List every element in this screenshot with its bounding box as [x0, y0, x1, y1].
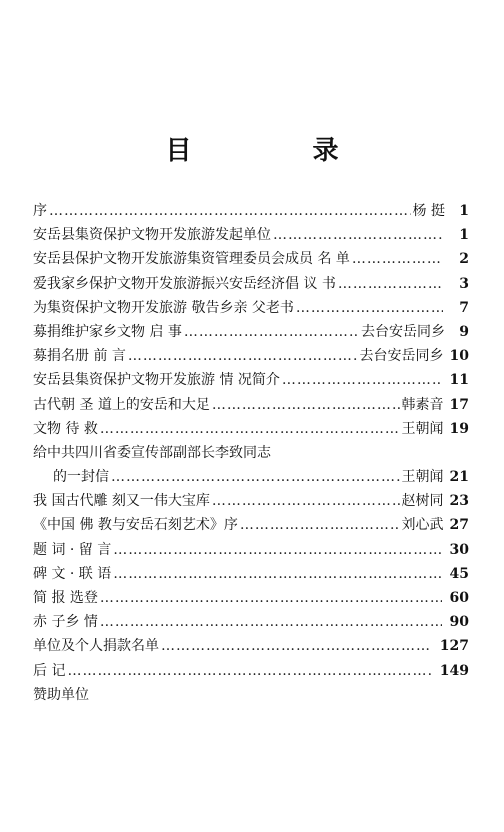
toc-entry	[33, 345, 469, 369]
toc-entry-page: 149	[439, 662, 469, 679]
leader-dots	[111, 469, 400, 485]
leader-dots	[273, 227, 443, 243]
toc-entry-page: 1	[459, 203, 469, 219]
leader-dots	[212, 493, 400, 509]
toc-entry-page: 23	[449, 493, 469, 510]
toc-entry-title: 为集资保护文物开发旅游 敬告乡亲 父老书	[33, 299, 294, 316]
toc-entry	[33, 321, 469, 345]
toc-entry-page: 90	[449, 614, 469, 631]
toc-entry	[33, 442, 469, 466]
toc-entry-page: 27	[449, 517, 469, 534]
toc-entry-page: 9	[459, 323, 469, 340]
toc-entry-title: 安岳县集资保护文物开发旅游发起单位	[33, 227, 271, 244]
toc-entry-author: 赵树同	[401, 493, 444, 510]
leader-dots	[296, 300, 443, 316]
leader-dots	[338, 276, 443, 292]
toc-entry-page: 7	[459, 299, 469, 316]
toc-entry-page: 1	[459, 227, 469, 244]
toc-entry-author: 王朝闻	[401, 469, 444, 486]
toc-entry	[33, 490, 469, 514]
toc-entry-title: 古代朝 圣 道上的安岳和大足	[33, 396, 210, 413]
toc-entry-title: 题 词 · 留 言	[33, 541, 112, 558]
toc-entry-page: 45	[449, 565, 469, 582]
toc-entry	[33, 273, 469, 297]
toc-entry-title: 赞助单位	[33, 686, 89, 703]
toc-entry-title: 安岳县保护文物开发旅游集资管理委员会成员 名 单	[33, 251, 350, 268]
leader-dots	[352, 251, 443, 267]
toc-entry-title: 爱我家乡保护文物开发旅游振兴安岳经济倡 议 书	[33, 275, 336, 292]
toc-entry-title: 单位及个人捐款名单	[33, 638, 159, 655]
toc-entry	[33, 418, 469, 442]
leader-dots	[282, 372, 442, 388]
toc-entry	[33, 539, 469, 563]
toc-entry-page: 21	[449, 469, 469, 486]
toc-entry-author: 韩素音	[401, 396, 444, 413]
leader-dots	[100, 590, 442, 606]
toc-entry-title: 序	[33, 203, 47, 219]
toc-entry	[33, 587, 469, 611]
toc-entry-title: 募捐维护家乡文物 启 事	[33, 323, 182, 340]
toc-entry	[33, 635, 469, 659]
toc-entry-page: 127	[439, 638, 469, 655]
toc-entry	[33, 611, 469, 635]
toc-entry	[33, 660, 469, 684]
toc-entry-title: 我 国古代雕 刻又一伟大宝库	[33, 493, 210, 510]
toc-entry-author: 杨 挺	[412, 203, 445, 219]
toc-entry	[33, 297, 469, 321]
toc-entry	[33, 224, 469, 248]
toc-entry	[33, 369, 469, 393]
leader-dots	[128, 348, 358, 364]
toc-entry-page: 30	[449, 541, 469, 558]
toc-entry	[33, 248, 469, 272]
table-of-contents	[33, 200, 469, 708]
leader-dots	[100, 421, 400, 437]
toc-entry	[33, 394, 469, 418]
toc-entry	[33, 514, 469, 538]
page-title: 目 录	[165, 136, 395, 166]
leader-dots	[67, 663, 431, 679]
toc-entry-title: 文物 待 救	[33, 420, 98, 437]
toc-entry-continuation	[33, 466, 469, 490]
toc-entry-page: 11	[449, 372, 469, 389]
leader-dots	[113, 566, 441, 582]
leader-dots	[240, 517, 400, 533]
toc-entry-title: 的一封信	[53, 469, 109, 486]
toc-entry-title: 给中共四川省委宣传部副部长李致同志	[33, 444, 271, 461]
leader-dots	[49, 203, 411, 219]
leader-dots	[161, 638, 432, 654]
toc-entry	[33, 200, 469, 224]
leader-dots	[212, 397, 400, 413]
toc-entry-author: 刘心武	[401, 517, 444, 534]
toc-entry-title: 简 报 选登	[33, 590, 98, 606]
toc-entry	[33, 684, 469, 708]
toc-entry-author: 去台安岳同乡	[359, 348, 444, 365]
toc-entry-page: 2	[459, 251, 469, 268]
toc-entry-title: 赤 子乡 情	[33, 614, 98, 631]
toc-entry-page: 60	[449, 590, 469, 606]
toc-entry-title: 募捐名册 前 言	[33, 348, 126, 365]
toc-entry-page: 3	[459, 275, 469, 292]
toc-entry-title: 《中国 佛 教与安岳石刻艺术》序	[33, 517, 238, 534]
leader-dots	[184, 324, 359, 340]
toc-entry-author: 王朝闻	[401, 420, 444, 437]
toc-entry-title: 碑 文 · 联 语	[33, 565, 112, 582]
toc-entry	[33, 563, 469, 587]
toc-entry-page: 10	[449, 348, 469, 365]
leader-dots	[113, 542, 441, 558]
toc-entry-page: 17	[449, 396, 469, 413]
leader-dots	[100, 614, 442, 630]
toc-entry-page: 19	[449, 420, 469, 437]
toc-entry-title: 安岳县集资保护文物开发旅游 情 况简介	[33, 372, 280, 389]
toc-entry-author: 去台安岳同乡	[361, 323, 445, 340]
toc-entry-title: 后 记	[33, 662, 66, 679]
